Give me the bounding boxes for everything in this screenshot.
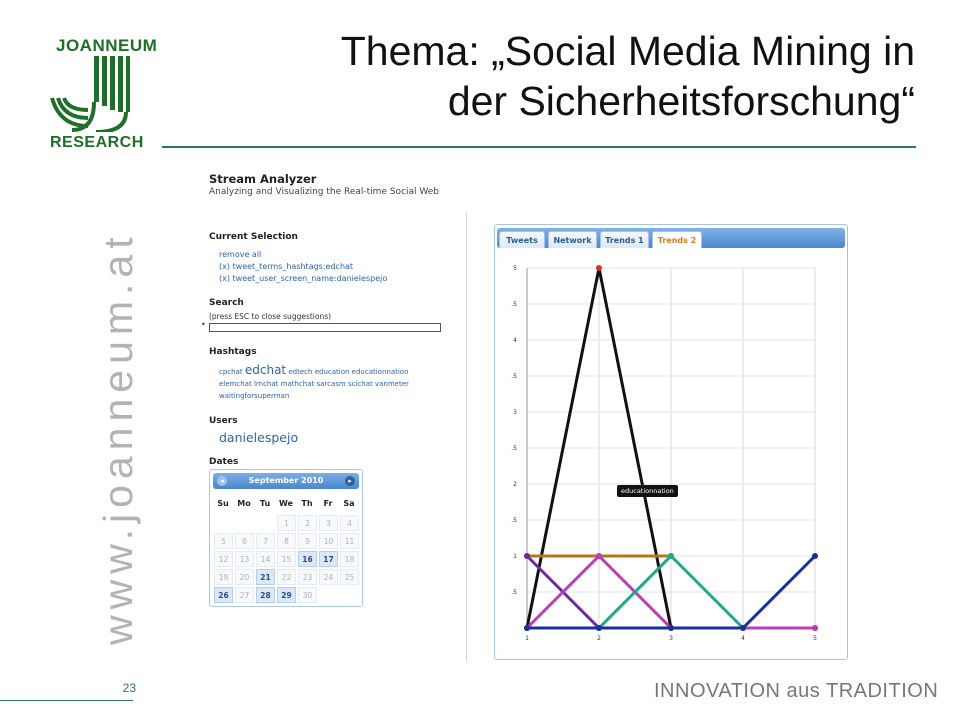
trend-chart: [495, 225, 847, 659]
users-heading: Users: [209, 416, 238, 426]
calendar-day: 7: [256, 533, 275, 549]
calendar-day: 6: [235, 533, 254, 549]
remove-all-link[interactable]: remove all: [219, 250, 262, 259]
calendar-day: 2: [298, 515, 317, 531]
tab-tweets[interactable]: Tweets: [499, 231, 545, 248]
search-hint: (press ESC to close suggestions): [209, 312, 332, 321]
data-point: [740, 625, 746, 631]
calendar-day: 15: [277, 551, 296, 567]
chart-tooltip: educationnation: [617, 485, 678, 497]
calendar-day: 1: [277, 515, 296, 531]
calendar-day: 12: [214, 551, 233, 567]
slide-title-line-2: der Sicherheitsforschung“: [447, 78, 915, 124]
calendar-day: 5: [214, 533, 233, 549]
tab-network[interactable]: Network: [548, 231, 597, 248]
hashtag-link[interactable]: education: [314, 368, 350, 376]
calendar-day: 3: [319, 515, 338, 531]
y-tick-label: 1: [513, 553, 517, 560]
y-tick-label: .5: [511, 373, 517, 380]
slide-title: [165, 26, 915, 126]
data-point: [812, 553, 818, 559]
calendar-day: 19: [214, 569, 233, 585]
data-point: [596, 265, 602, 271]
logo-top-text: JOANNEUM: [56, 36, 158, 55]
calendar-next-icon[interactable]: ▸: [345, 476, 355, 486]
data-point: [812, 625, 818, 631]
y-tick-label: 4: [513, 337, 517, 344]
calendar-day-name: Fr: [323, 499, 333, 508]
selection-item-user[interactable]: (x) tweet_user_screen_name:danielespejo: [219, 274, 388, 283]
calendar-day: 9: [298, 533, 317, 549]
selection-item-hashtag[interactable]: (x) tweet_terms_hashtags:edchat: [219, 262, 354, 271]
calendar-day[interactable]: 29: [277, 587, 296, 603]
footer-slogan: INNOVATION aus TRADITION: [654, 680, 939, 702]
calendar-prev-icon[interactable]: ◂: [217, 476, 227, 486]
calendar-day: 25: [340, 569, 359, 585]
search-heading: Search: [209, 298, 244, 308]
calendar-day: 14: [256, 551, 275, 567]
app-title: Stream Analyzer: [209, 172, 317, 186]
calendar-header: [213, 473, 359, 489]
y-tick-label: 5: [513, 265, 517, 272]
current-selection-heading: Current Selection: [209, 232, 298, 242]
footer-divider: [0, 700, 133, 701]
y-tick-label: .5: [511, 517, 517, 524]
calendar-day: 13: [235, 551, 254, 567]
user-link[interactable]: danielespejo: [219, 430, 299, 445]
data-point: [596, 553, 602, 559]
hashtags-heading: Hashtags: [209, 347, 257, 357]
x-tick-label: 4: [741, 635, 745, 642]
calendar-day: 4: [340, 515, 359, 531]
calendar-month: September 2010: [248, 476, 324, 485]
hashtag-link[interactable]: lrnchat: [253, 380, 279, 388]
x-tick-label: 3: [669, 635, 673, 642]
x-tick-label: 5: [813, 635, 817, 642]
hashtag-link[interactable]: elemchat: [219, 380, 252, 388]
calendar-day-name: Mo: [237, 499, 251, 508]
y-tick-label: .5: [511, 445, 517, 452]
hashtag-link[interactable]: waitingforsuperman: [219, 392, 290, 400]
calendar-day: 11: [340, 533, 359, 549]
calendar-day[interactable]: 16: [298, 551, 317, 567]
chart-panel: [494, 224, 848, 660]
joanneum-logo: [28, 30, 158, 160]
hashtag-link[interactable]: scichat: [347, 380, 373, 388]
y-tick-label: .5: [511, 301, 517, 308]
tab-trends-2[interactable]: Trends 2: [652, 231, 702, 248]
title-divider: [162, 146, 916, 148]
calendar-day: 8: [277, 533, 296, 549]
calendar-day-name: Sa: [343, 499, 355, 508]
calendar-day-name: We: [279, 499, 293, 508]
calendar-day[interactable]: 17: [319, 551, 338, 567]
app-subtitle: Analyzing and Visualizing the Real-time Social Web: [209, 187, 440, 197]
logo-bottom-text: RESEARCH: [50, 134, 144, 151]
calendar-day: 27: [235, 587, 254, 603]
hashtag-link[interactable]: educationnation: [351, 368, 409, 376]
calendar-day-name: Su: [217, 499, 229, 508]
side-url: www.joanneum.at: [95, 231, 141, 645]
logo-mark-icon: [50, 56, 130, 132]
calendar-day: 10: [319, 533, 338, 549]
calendar-day[interactable]: 26: [214, 587, 233, 603]
calendar-day: 30: [298, 587, 317, 603]
calendar-day[interactable]: 28: [256, 587, 275, 603]
tab-trends-1[interactable]: Trends 1: [600, 231, 649, 248]
calendar-day-name: Tu: [259, 499, 271, 508]
hashtag-link[interactable]: mathchat: [280, 380, 315, 388]
x-tick-label: 1: [525, 635, 529, 642]
date-calendar: [209, 469, 363, 607]
hashtag-link[interactable]: edtech: [288, 368, 313, 376]
data-point: [668, 625, 674, 631]
x-tick-label: 2: [597, 635, 601, 642]
data-point: [668, 553, 674, 559]
calendar-day: 18: [340, 551, 359, 567]
hashtag-link[interactable]: vanmeter: [374, 380, 409, 388]
hashtag-cloud: [219, 364, 449, 402]
dates-heading: Dates: [209, 457, 239, 467]
calendar-day: 23: [298, 569, 317, 585]
data-point: [524, 553, 530, 559]
y-tick-label: 3: [513, 409, 517, 416]
search-bullet: •: [201, 320, 206, 329]
hashtag-link[interactable]: cpchat: [219, 368, 243, 376]
y-tick-label: 2: [513, 481, 517, 488]
data-point: [524, 625, 530, 631]
search-input[interactable]: [209, 323, 441, 332]
calendar-day[interactable]: 21: [256, 569, 275, 585]
calendar-day: 24: [319, 569, 338, 585]
y-tick-label: .5: [511, 589, 517, 596]
slide-title-line-1: Thema: „Social Media Mining in: [340, 28, 915, 74]
hashtag-link[interactable]: edchat: [244, 363, 287, 377]
hashtag-link[interactable]: sarcasm: [316, 380, 346, 388]
calendar-day-name: Th: [301, 499, 313, 508]
page-number: 23: [122, 681, 136, 695]
calendar-day: 22: [277, 569, 296, 585]
calendar-day: 20: [235, 569, 254, 585]
column-divider: [466, 212, 467, 662]
data-point: [596, 625, 602, 631]
